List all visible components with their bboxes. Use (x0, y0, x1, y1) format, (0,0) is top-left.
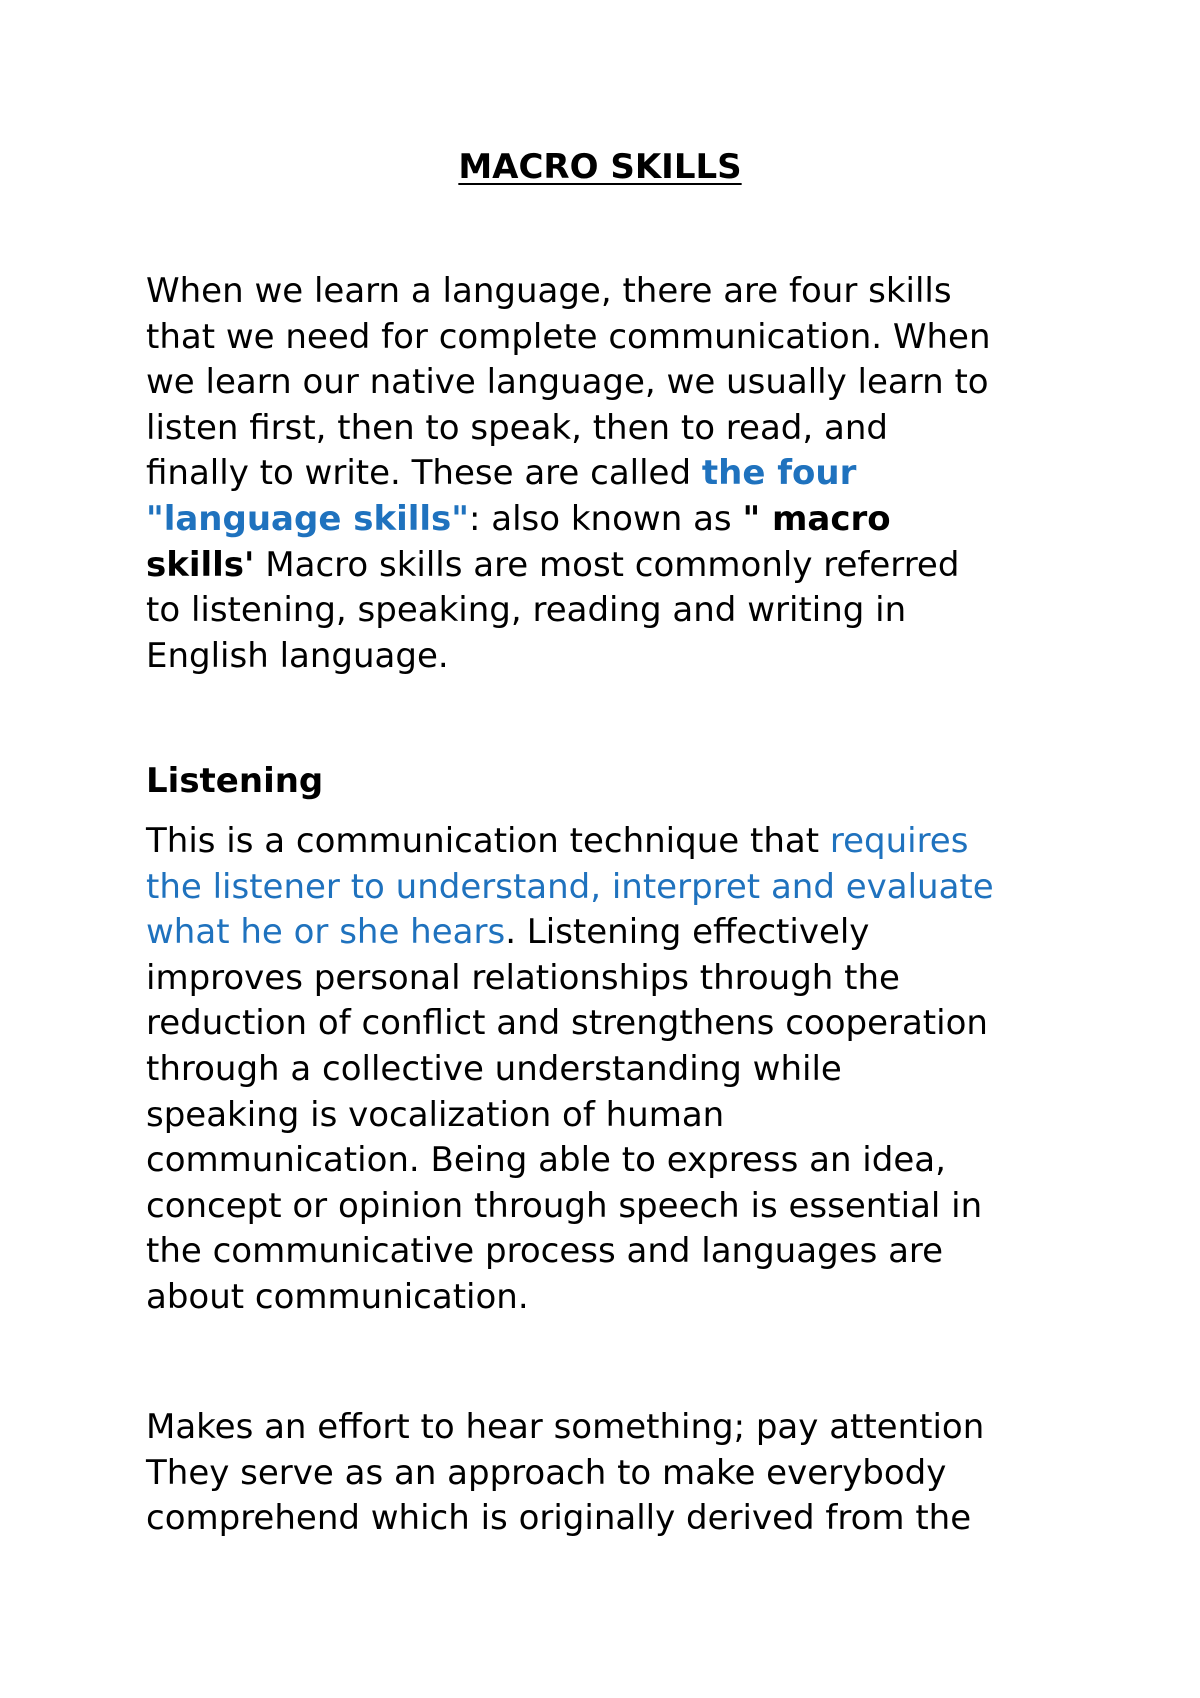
intro-line-2: that we need for complete communication. When (146, 316, 991, 357)
highlight-requires: requires (829, 821, 969, 861)
listening-line-11: about communication. (146, 1276, 529, 1317)
title-text: MACRO SKILLS (458, 147, 742, 187)
listening-line-2: the listener to understand, interpret and evaluate (146, 866, 994, 907)
listening-line-6: through a collective understanding while (146, 1048, 842, 1089)
extra-paragraph (146, 1405, 1076, 1542)
listening-line-1 (146, 819, 1076, 865)
document-title (0, 143, 1200, 191)
listening-line-4: improves personal relationships through the (146, 957, 900, 998)
intro-line-5 (146, 451, 1076, 497)
bold-macro: " macro (742, 498, 891, 539)
highlight-the-four: the four (701, 453, 857, 494)
listening-line-1-text: This is a communication technique that (146, 821, 830, 861)
listening-paragraph (146, 819, 1076, 1321)
extra-line-1: Makes an effort to hear something; pay attention (146, 1407, 985, 1447)
intro-line-6 (146, 497, 1076, 543)
intro-line-7 (146, 543, 1076, 589)
listening-heading: Listening (146, 761, 324, 801)
bold-skills: skills' (146, 544, 255, 585)
intro-paragraph (146, 269, 1076, 679)
extra-line-3: comprehend which is originally derived from the (146, 1498, 972, 1539)
listening-line-5: reduction of conflict and strengthens cooperation (146, 1003, 988, 1044)
extra-line-2: They serve as an approach to make everybody (146, 1452, 947, 1493)
intro-line-4: listen first, then to speak, then to read, and (146, 407, 888, 448)
intro-line-6-text: : also known as (469, 498, 743, 539)
intro-line-5-text: finally to write. These are called (146, 453, 702, 494)
intro-line-7-text: Macro skills are most commonly referred (254, 544, 960, 585)
highlight-language-skills: "language skills" (146, 498, 469, 539)
listening-line-3-text: . Listening effectively (505, 912, 870, 953)
highlight-what-he-hears: what he or she hears (146, 912, 506, 953)
listening-line-7: speaking is vocalization of human (146, 1094, 725, 1135)
listening-line-3 (146, 910, 1076, 956)
listening-line-8: communication. Being able to express an idea, (146, 1140, 946, 1181)
intro-line-3: we learn our native language, we usually learn to (146, 362, 989, 403)
intro-line-9: English language. (146, 635, 449, 676)
intro-line-8: to listening, speaking, reading and writing in (146, 590, 907, 631)
listening-line-9: concept or opinion through speech is essential in (146, 1185, 983, 1226)
intro-line-1: When we learn a language, there are four skills (146, 271, 952, 311)
listening-line-10: the communicative process and languages are (146, 1231, 944, 1272)
